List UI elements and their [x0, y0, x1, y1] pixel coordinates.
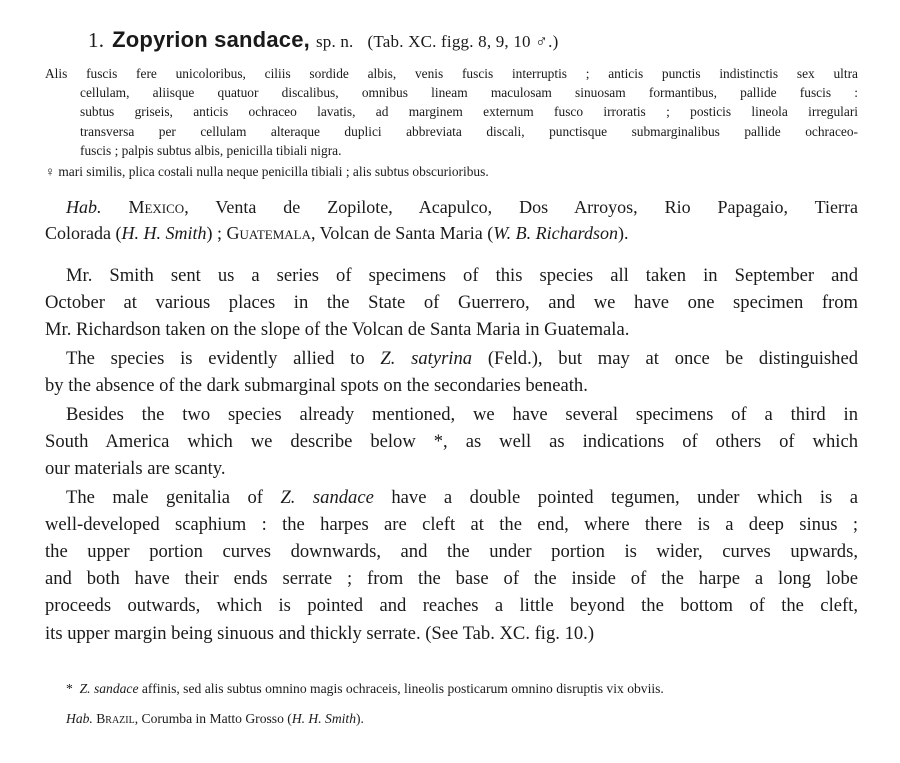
footnote-species: Z. sandace [79, 681, 139, 696]
plate-reference: (Tab. XC. figg. 8, 9, 10 ♂.) [367, 32, 559, 51]
habitat-text: , Volcan de Santa Maria ( [310, 223, 494, 243]
paragraph-line: Mr. Richardson taken on the slope of the Volcan de Santa Maria in Guatemala. [45, 319, 630, 340]
collector-name: H. H. Smith [121, 223, 207, 243]
female-diagnosis: ♀ mari similis, plica costali nulla neque penicilla tibiali ; alis subtus obscurioribus. [45, 164, 489, 179]
collector-name: H. H. Smith [291, 711, 357, 726]
paragraph-line: its upper margin being sinuous and thickly serrate. (See Tab. XC. fig. 10.) [45, 623, 595, 644]
paragraph-line [66, 348, 858, 370]
hab-label: Hab. [66, 711, 93, 726]
habitat-localities: , Venta de Zopilote, Acapulco, Dos Arroyos, Rio Papagaio, Tierra [184, 197, 858, 217]
habitat-line [66, 197, 858, 218]
habitat-text: ). [617, 223, 629, 243]
species-name: Zopyrion sandace, [112, 27, 310, 52]
species-ref: Z. satyrina [380, 348, 473, 369]
footnote-text: affinis, sed alis subtus omnino magis ochraceis, lineolis posticarum omnino disruptis vix obviis. [138, 681, 664, 696]
country-name: Guatemala [226, 223, 311, 243]
diagnosis-line: subtus griseis, anticis ochraceo lavatis, ad marginem externum fusco irroratis ; posticis lineola irregulari [80, 104, 858, 119]
habitat-line [45, 223, 628, 244]
paragraph-text: The male genitalia of [66, 487, 281, 508]
paragraph-line: South America which we describe below *, as well as indications of others of which [45, 431, 858, 452]
diagnosis-line: transversa per cellulam alteraque duplici abbreviata discali, punctisque submarginalibus pallide ochraceo- [80, 124, 858, 139]
species-ref: Z. sandace [280, 487, 374, 508]
paragraph-line: Besides the two species already mentioned, we have several specimens of a third in [66, 404, 858, 425]
footnote-habitat [66, 711, 364, 727]
paragraph-line [66, 487, 858, 509]
paragraph-text: (Feld.), but may at once be distinguished [472, 348, 858, 369]
paragraph-line: and both have their ends serrate ; from the base of the inside of the harpe a long lobe [45, 568, 858, 589]
paragraph-line: Mr. Smith sent us a series of specimens of this species all taken in September and [66, 265, 858, 286]
paragraph-text: The species is evidently allied to [66, 348, 381, 369]
paragraph-line: well-developed scaphium : the harpes are cleft at the end, where there is a deep sinus ; [45, 514, 858, 535]
diagnosis-line: fuscis ; palpis subtus albis, penicilla tibiali nigra. [80, 143, 342, 158]
diagnosis-line: Alis fuscis fere unicoloribus, ciliis sordide albis, venis fuscis interruptis ; anticis punctis indistinctis sex ultra [45, 66, 858, 81]
paragraph-line: by the absence of the dark submarginal spots on the secondaries beneath. [45, 375, 588, 396]
hab-label: Hab. [66, 197, 102, 217]
species-status: sp. n. [315, 32, 354, 51]
paragraph-text: have a double pointed tegumen, under which is a [373, 487, 859, 508]
diagnosis-line: cellulam, aliisque quatuor discalibus, omnibus lineam maculosam sinuosam formantibus, pallide fuscis : [80, 85, 858, 100]
country-name: Mexico [128, 197, 185, 217]
footnote-marker: * [66, 681, 73, 696]
footnote-text: ). [356, 711, 364, 726]
paragraph-line: the upper portion curves downwards, and the under portion is wider, curves upwards, [45, 541, 858, 562]
paragraph-line: proceeds outwards, which is pointed and reaches a little beyond the bottom of the cleft, [45, 595, 858, 616]
paragraph-line: October at various places in the State of Guerrero, and we have one specimen from [45, 292, 858, 313]
country-name: Brazil [96, 711, 135, 726]
collector-name: W. B. Richardson [493, 223, 618, 243]
paragraph-line: our materials are scanty. [45, 458, 226, 479]
footnote-text: , Corumba in Matto Grosso ( [134, 711, 292, 726]
footnote-line [66, 681, 664, 697]
species-heading [88, 27, 558, 53]
habitat-text: Colorada ( [45, 223, 122, 243]
habitat-text: ) ; [206, 223, 227, 243]
species-number: 1. [88, 28, 105, 52]
